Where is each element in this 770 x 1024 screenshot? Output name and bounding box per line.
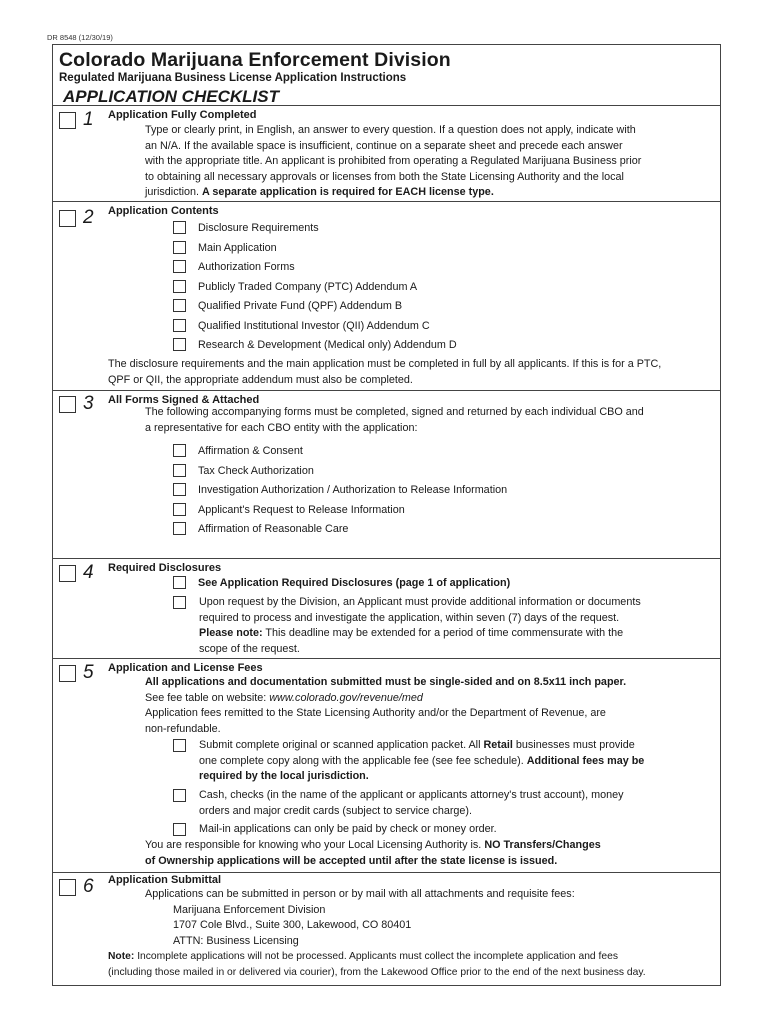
section-1-checkbox[interactable]: [59, 112, 76, 129]
item-label: Affirmation & Consent: [198, 445, 303, 457]
resp-text: You are responsible for knowing who your Local Licensing Authority is.: [145, 839, 482, 851]
section-1-line: with the appropriate title. An applicant is prohibited from operating a Regulated Marijuana Business prior: [145, 155, 642, 167]
section-2-checkbox[interactable]: [59, 210, 76, 227]
section-6-number: 6: [83, 876, 94, 897]
section-3-number: 3: [83, 393, 94, 414]
item-line: [199, 738, 644, 754]
please-note-label: Please note:: [199, 627, 263, 639]
checkbox[interactable]: [173, 338, 186, 351]
remit-line: Application fees remitted to the State Licensing Authority and/or the Department of Revenue, are: [145, 707, 606, 719]
section-1-number: 1: [83, 109, 94, 130]
header: [59, 49, 451, 107]
checkbox[interactable]: [173, 522, 186, 535]
item-label: Main Application: [198, 241, 277, 254]
section-5: [53, 658, 720, 872]
section-6-title: Application Submittal: [108, 874, 222, 886]
item-label: Applicant's Request to Release Information: [198, 503, 405, 516]
section-1-line: [145, 185, 641, 201]
item-line: orders and major credit cards (subject to service charge).: [199, 804, 473, 817]
item-label: Affirmation of Reasonable Care: [198, 523, 349, 535]
additional-fees: required by the local jurisdiction.: [199, 770, 369, 782]
section-1-emphasis: A separate application is required for EACH license type.: [202, 186, 494, 198]
checkbox[interactable]: [173, 823, 186, 836]
item-line: required to process and investigate the application, within seven (7) days of the request.: [199, 611, 620, 624]
section-4: [53, 558, 720, 658]
section-3-item[interactable]: [173, 482, 507, 498]
item-label: See Application Required Disclosures (page 1 of application): [198, 577, 511, 589]
item-label: Research & Development (Medical only) Addendum D: [198, 339, 457, 351]
section-2: [53, 201, 720, 390]
fee-prefix: See fee table on website:: [145, 691, 267, 704]
section-3-item[interactable]: [173, 443, 303, 459]
item-line: [199, 626, 641, 642]
item-text: one complete copy along with the applicable fee (see fee schedule).: [199, 754, 524, 767]
section-2-item[interactable]: [173, 337, 457, 353]
section-1-line: Type or clearly print, in English, an answer to every question. If a question does not apply, indicate with: [145, 124, 636, 136]
section-4-number: 4: [83, 562, 94, 583]
checkbox[interactable]: [173, 444, 186, 457]
section-2-item[interactable]: [173, 259, 295, 275]
item-label: Qualified Institutional Investor (QII) Addendum C: [198, 319, 430, 332]
section-1-line: to obtaining all necessary approvals or licenses from both the State Licensing Authority and the local: [145, 170, 624, 183]
resp-line: [145, 854, 601, 870]
item-text: Submit complete original or scanned application packet. All: [199, 739, 481, 751]
item-label: Tax Check Authorization: [198, 464, 314, 477]
item-text: businesses must provide: [515, 739, 635, 751]
section-4-item[interactable]: [173, 595, 641, 657]
address-line: 1707 Cole Blvd., Suite 300, Lakewood, CO 80401: [173, 919, 412, 931]
paper-requirement: All applications and documentation submitted must be single-sided and on 8.5x11 inch paper.: [145, 676, 627, 688]
checkbox[interactable]: [173, 789, 186, 802]
section-5-item[interactable]: [173, 822, 497, 838]
section-4-title: Required Disclosures: [108, 562, 222, 574]
section-5-checkbox[interactable]: [59, 665, 76, 682]
item-line: Upon request by the Division, an Applicant must provide additional information or documents: [199, 596, 641, 608]
section-6-checkbox[interactable]: [59, 879, 76, 896]
form-number: DR 8548 (12/30/19): [47, 33, 113, 42]
mailing-address: [173, 903, 411, 950]
section-2-note: [108, 357, 661, 388]
fee-link-line: [145, 691, 626, 707]
checkbox[interactable]: [173, 483, 186, 496]
item-line: scope of the request.: [199, 642, 300, 655]
section-5-item-text: [199, 738, 644, 785]
section-2-item[interactable]: [173, 220, 319, 236]
section-5-number: 5: [83, 662, 94, 683]
section-1-last-line: jurisdiction.: [145, 186, 200, 198]
section-1: [53, 105, 720, 201]
checkbox[interactable]: [173, 319, 186, 332]
section-2-item[interactable]: [173, 240, 277, 256]
section-5-title: Application and License Fees: [108, 662, 263, 674]
section-4-checkbox[interactable]: [59, 565, 76, 582]
section-5-item[interactable]: [173, 788, 624, 819]
address-line: ATTN: Business Licensing: [173, 934, 299, 947]
resp-bold: of Ownership applications will be accepted until after the state license is issued.: [145, 854, 558, 867]
section-6: [53, 872, 720, 986]
checkbox[interactable]: [173, 280, 186, 293]
section-3-checkbox[interactable]: [59, 396, 76, 413]
section-1-body: [145, 123, 641, 201]
section-3-item[interactable]: [173, 502, 405, 518]
section-2-item[interactable]: [173, 318, 430, 334]
checkbox[interactable]: [173, 503, 186, 516]
section-3-intro-line: a representative for each CBO entity with the application:: [145, 421, 418, 434]
section-5-responsibility: [145, 838, 601, 869]
section-1-line: an N/A. If the available space is insufficient, continue on a separate sheet and precede each answer: [145, 139, 623, 152]
address-line: Marijuana Enforcement Division: [173, 903, 326, 916]
retail-label: Retail: [483, 739, 513, 751]
note-label: Note:: [108, 951, 135, 962]
remit-line: non-refundable.: [145, 722, 221, 735]
item-label: Qualified Private Fund (QPF) Addendum B: [198, 300, 403, 312]
checkbox[interactable]: [173, 739, 186, 752]
item-label: Publicly Traded Company (PTC) Addendum A: [198, 280, 418, 293]
checkbox[interactable]: [173, 299, 186, 312]
page-subtitle: Regulated Marijuana Business License Application Instructions: [59, 72, 407, 84]
item-label: Disclosure Requirements: [198, 222, 319, 234]
item-line: [199, 769, 644, 785]
section-5-item[interactable]: [173, 738, 644, 785]
checkbox[interactable]: [173, 464, 186, 477]
fee-url-link[interactable]: www.colorado.gov/revenue/med: [269, 691, 423, 704]
section-3-item[interactable]: [173, 521, 348, 537]
section-4-item[interactable]: [173, 575, 510, 591]
section-3-intro: [145, 405, 644, 436]
item-line: Cash, checks (in the name of the applicant or applicants attorney's trust account), money: [199, 789, 624, 801]
item-label: Investigation Authorization / Authorization to Release Information: [198, 484, 508, 496]
section-5-body: [145, 675, 626, 737]
resp-line: [145, 838, 601, 854]
section-6-intro: Applications can be submitted in person or by mail with all attachments and requisite fees:: [145, 888, 575, 900]
section-2-number: 2: [83, 207, 94, 228]
section-2-note-line: QPF or QII, the appropriate addendum must also be completed.: [108, 373, 413, 386]
checklist-frame: [52, 44, 721, 986]
section-3-intro-line: The following accompanying forms must be completed, signed and returned by each individual CBO and: [145, 406, 644, 418]
resp-bold: NO Transfers/Changes: [484, 839, 601, 851]
checkbox[interactable]: [173, 596, 186, 609]
section-2-item[interactable]: [173, 298, 402, 314]
section-2-item[interactable]: [173, 279, 417, 295]
note-line: [108, 949, 646, 965]
section-5-item-text: [199, 788, 624, 819]
section-2-note-line: The disclosure requirements and the main application must be completed in full by all applicants. If this is for a PTC,: [108, 358, 662, 370]
section-5-item-text: Mail-in applications can only be paid by check or money order.: [199, 823, 497, 835]
section-2-title: Application Contents: [108, 205, 219, 217]
item-label: Authorization Forms: [198, 261, 295, 273]
page-title: Colorado Marijuana Enforcement Division: [59, 49, 451, 71]
checkbox[interactable]: [173, 241, 186, 254]
checklist-title: APPLICATION CHECKLIST: [63, 87, 279, 106]
section-3: [53, 390, 720, 558]
note-text: Incomplete applications will not be processed. Applicants must collect the incomplete application and fees: [137, 951, 618, 962]
checkbox[interactable]: [173, 576, 186, 589]
section-3-title: All Forms Signed & Attached: [108, 394, 260, 406]
additional-fees: Additional fees may be: [526, 754, 645, 767]
section-6-note: [108, 949, 646, 980]
note-line: (including those mailed in or delivered via courier), from the Lakewood Office prior to the end of the next business day.: [108, 966, 646, 978]
section-1-title: Application Fully Completed: [108, 109, 257, 121]
item-line: [199, 754, 644, 770]
checkbox[interactable]: [173, 260, 186, 273]
checkbox[interactable]: [173, 221, 186, 234]
section-3-item[interactable]: [173, 463, 314, 479]
fee-bold-line: [145, 675, 626, 691]
please-note-text: This deadline may be extended for a period of time commensurate with the: [265, 627, 624, 639]
section-4-item-text: [199, 595, 641, 657]
